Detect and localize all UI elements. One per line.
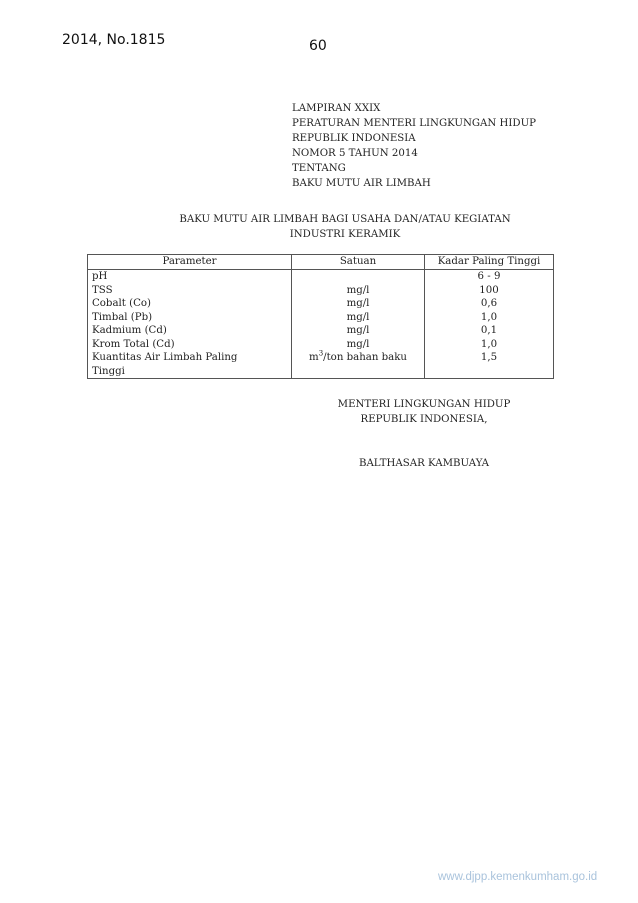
page-number: 60	[309, 38, 327, 54]
cell-kadar: 1,0	[425, 338, 554, 352]
parameter-line-1: Kuantitas Air Limbah Paling	[92, 352, 238, 363]
signatory-name: BALTHASAR KAMBUAYA	[358, 458, 490, 469]
cell-kadar: 0,6	[425, 297, 554, 311]
quality-standard-table	[87, 254, 554, 379]
cell-parameter: Cobalt (Co)	[88, 297, 292, 311]
cell-kadar: 1,5	[425, 351, 554, 379]
cell-parameter: pH	[88, 270, 292, 284]
signatory-title	[290, 397, 558, 427]
cell-parameter: Krom Total (Cd)	[88, 338, 292, 352]
gazette-number: 2014, No.1815	[62, 32, 166, 48]
lampiran-block	[292, 101, 536, 191]
unit-rest: /ton bahan baku	[323, 352, 407, 363]
lampiran-line: BAKU MUTU AIR LIMBAH	[292, 178, 431, 189]
lampiran-line: PERATURAN MENTERI LINGKUNGAN HIDUP	[292, 118, 537, 129]
table-row	[88, 297, 554, 311]
table-header-row	[88, 255, 554, 270]
cell-kadar: 1,0	[425, 311, 554, 325]
signatory-line-1: MENTERI LINGKUNGAN HIDUP	[337, 399, 511, 410]
cell-satuan	[292, 270, 425, 284]
parameter-line-2: Tinggi	[92, 365, 125, 377]
cell-kadar: 100	[425, 284, 554, 298]
header-kadar: Kadar Paling Tinggi	[425, 255, 554, 270]
cell-satuan: mg/l	[292, 297, 425, 311]
cell-kadar: 6 - 9	[425, 270, 554, 284]
cell-parameter: Kadmium (Cd)	[88, 324, 292, 338]
lampiran-line: TENTANG	[292, 163, 346, 174]
cell-satuan	[292, 351, 425, 379]
title-line-2: INDUSTRI KERAMIK	[289, 229, 401, 240]
table-row	[88, 311, 554, 325]
cell-satuan: mg/l	[292, 284, 425, 298]
table-row	[88, 284, 554, 298]
table-row	[88, 324, 554, 338]
lampiran-line: LAMPIRAN XXIX	[292, 103, 381, 114]
signatory-line-2: REPUBLIK INDONESIA,	[360, 414, 488, 425]
cell-parameter	[88, 351, 292, 379]
cell-parameter: Timbal (Pb)	[88, 311, 292, 325]
cell-satuan: mg/l	[292, 311, 425, 325]
title-line-1: BAKU MUTU AIR LIMBAH BAGI USAHA DAN/ATAU KEGIATAN	[179, 214, 511, 225]
cell-kadar: 0,1	[425, 324, 554, 338]
lampiran-line: REPUBLIK INDONESIA	[292, 133, 416, 144]
cell-parameter: TSS	[88, 284, 292, 298]
header-parameter: Parameter	[88, 255, 292, 270]
lampiran-line: NOMOR 5 TAHUN 2014	[292, 148, 418, 159]
unit-base: m	[309, 352, 319, 363]
header-satuan: Satuan	[292, 255, 425, 270]
footer-url-link[interactable]: www.djpp.kemenkumham.go.id	[438, 871, 598, 883]
table-row	[88, 270, 554, 284]
table-row	[88, 351, 554, 379]
cell-satuan: mg/l	[292, 324, 425, 338]
cell-satuan: mg/l	[292, 338, 425, 352]
document-title	[100, 212, 590, 242]
unit-superscript: 3	[318, 349, 324, 358]
